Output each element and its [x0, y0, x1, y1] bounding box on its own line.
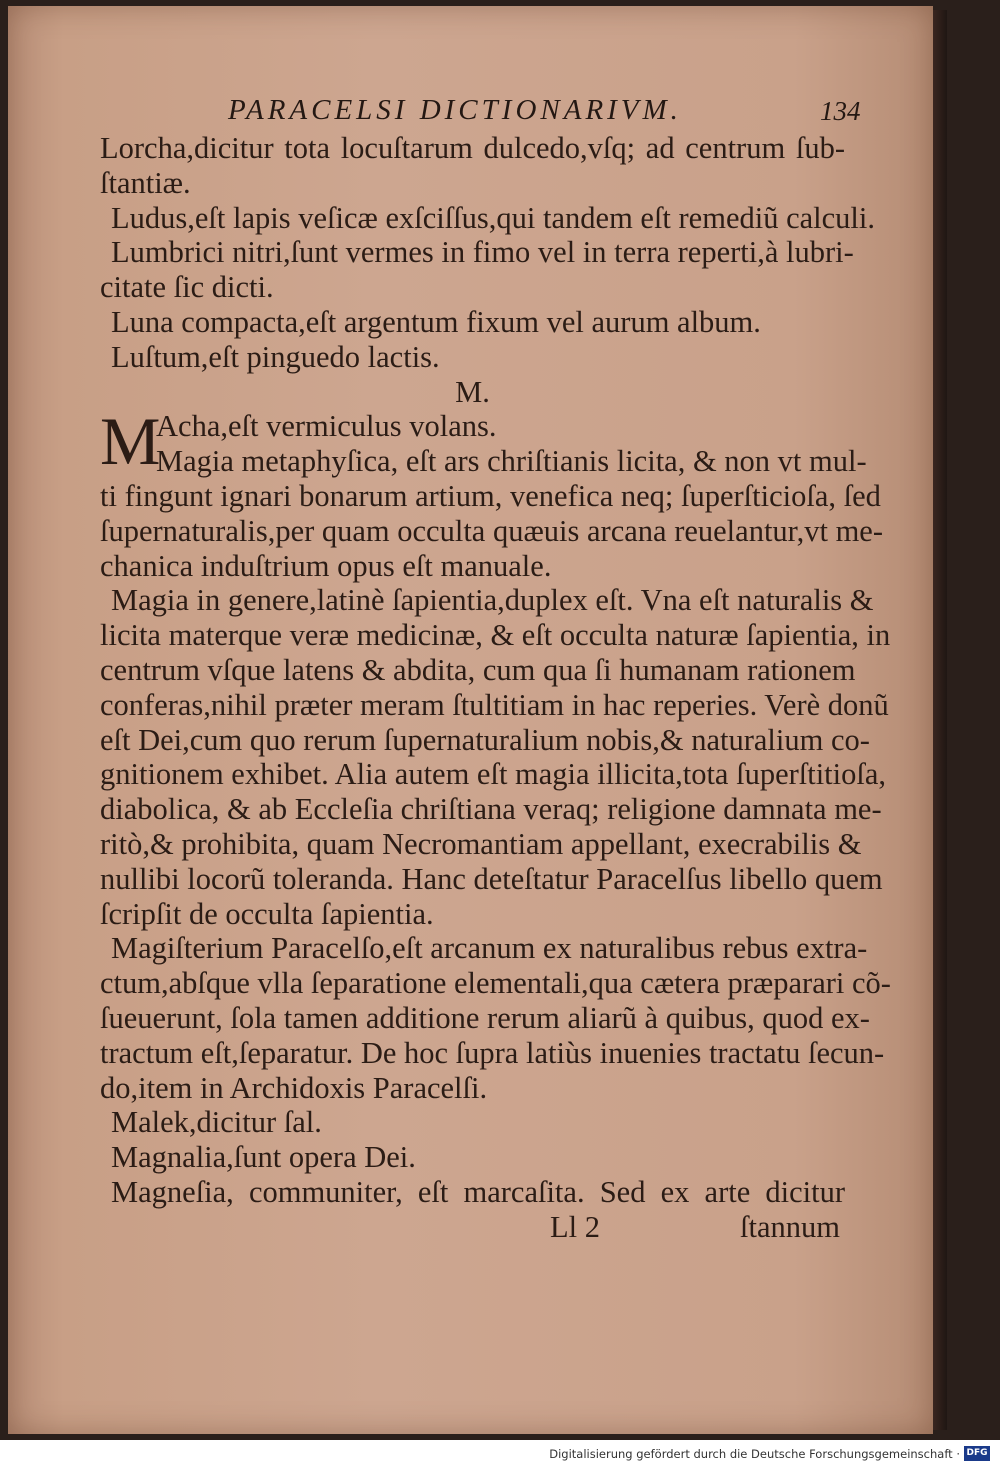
- page-text: [100, 131, 891, 1245]
- text-line: ſueuerunt, ſola tamen additione rerum aliarũ à quibus, quod ex-: [100, 1000, 870, 1035]
- text-line: Magiſterium Paracelſo,eſt arcanum ex naturalibus rebus extra-: [111, 931, 868, 966]
- section-letter: M.: [455, 374, 490, 409]
- text-line: Luna compacta,eſt argentum fixum vel aurum album.: [111, 304, 761, 339]
- text-line: Magnalia,ſunt opera Dei.: [111, 1140, 416, 1175]
- text-line: do,item in Archidoxis Paracelſi.: [100, 1070, 488, 1105]
- text-line: gnitionem exhibet. Alia autem eſt magia illicita,tota ſuperſtitioſa,: [100, 757, 887, 792]
- text-line: Acha,eſt vermiculus volans.: [156, 409, 497, 444]
- text-line: Magia metaphyſica, eſt ars chriſtianis licita, & non vt mul-: [156, 444, 867, 479]
- text-line: chanica induſtrium opus eſt manuale.: [100, 548, 552, 583]
- page-header: [8, 94, 933, 134]
- text-line: Luſtum,eſt pinguedo lactis.: [111, 339, 440, 374]
- digitization-footer: [0, 1440, 1000, 1470]
- catchword: ſtannum: [740, 1209, 840, 1244]
- page-edge: [933, 10, 947, 1430]
- text-line: ſupernaturalis,per quam occulta quæuis arcana reuelantur,vt me-: [100, 513, 883, 548]
- text-line: citate ſic dicti.: [100, 270, 274, 305]
- text-line: ctum,abſque vlla ſeparatione elementali,qua cætera præparari cõ-: [100, 966, 891, 1001]
- book-page: [8, 6, 933, 1434]
- dfg-logo: DFG: [964, 1446, 990, 1461]
- text-line: Ludus,eſt lapis veſicæ exſciſſus,qui tandem eſt remediũ calculi.: [111, 200, 875, 235]
- text-line: Magia in genere,latinè ſapientia,duplex eſt. Vna eſt naturalis &: [111, 583, 874, 618]
- signature-mark: Ll 2: [550, 1209, 600, 1244]
- text-line: ritò,& prohibita, quam Necromantiam appellant, execrabilis &: [100, 826, 862, 861]
- text-line: diabolica, & ab Eccleſia chriſtiana veraq; religione damnata me-: [100, 792, 882, 827]
- dropcap-paragraph: [100, 403, 867, 480]
- text-line: Lorcha,dicitur tota locuſtarum dulcedo,vſq; ad centrum ſub-: [100, 131, 845, 165]
- text-line: Magneſia, communiter, eſt marcaſita. Sed ex arte dicitur: [111, 1174, 845, 1209]
- text-line: Lumbrici nitri,ſunt vermes in fimo vel in terra reperti,à lubri-: [111, 235, 854, 270]
- drop-capital: M: [100, 403, 161, 480]
- text-line: tractum eſt,ſeparatur. De hoc ſupra latiùs inuenies tractatu ſecun-: [100, 1035, 885, 1070]
- text-line: ſtantiæ.: [100, 165, 191, 200]
- text-line: conferas,nihil præter meram ſtultitiam in hac reperies. Verè donũ: [100, 687, 889, 722]
- text-line: licita materque veræ medicinæ, & eſt occulta naturæ ſapientia, in: [100, 618, 891, 653]
- text-line: ti fingunt ignari bonarum artium, venefica neq; ſuperſticioſa, ſed: [100, 478, 881, 513]
- text-line: centrum vſque latens & abdita, cum qua ſi humanam rationem: [100, 652, 856, 687]
- page-number: 134: [820, 96, 861, 126]
- page-footer-marks: [100, 1210, 845, 1245]
- running-title: PARACELSI DICTIONARIVM.: [228, 94, 682, 126]
- text-line: ſcripſit de occulta ſapientia.: [100, 896, 434, 931]
- funding-credit: Digitalisierung gefördert durch die Deutsche Forschungsgemeinschaft ·: [549, 1447, 960, 1461]
- text-line: eſt Dei,cum quo rerum ſupernaturalium nobis,& naturalium co-: [100, 722, 870, 757]
- text-line: Malek,dicitur ſal.: [111, 1105, 322, 1140]
- text-line: nullibi locorũ toleranda. Hanc deteſtatur Paracelſus libello quem: [100, 861, 883, 896]
